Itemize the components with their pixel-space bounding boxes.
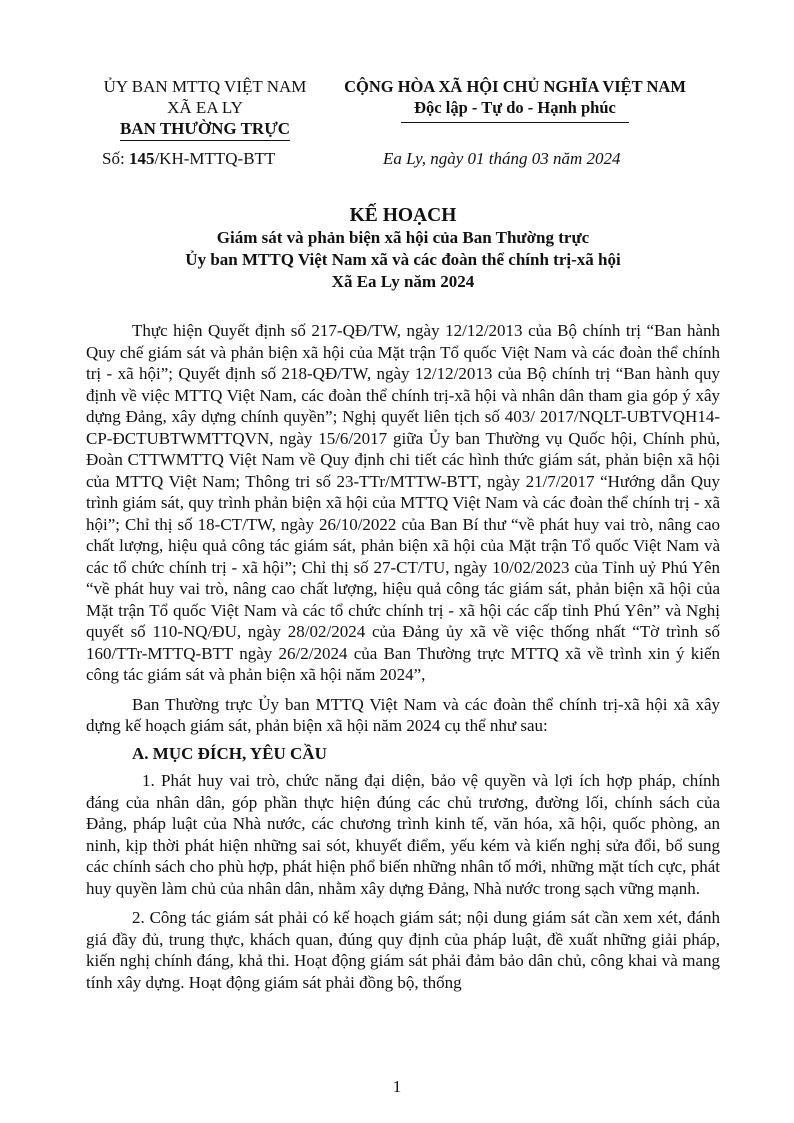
place-date: Ea Ly, ngày 01 tháng 03 năm 2024 xyxy=(383,149,621,168)
org-line-2: XÃ EA LY xyxy=(167,98,243,117)
nation-motto: Độc lập - Tự do - Hạnh phúc xyxy=(414,98,616,117)
paragraph-item-1: 1. Phát huy vai trò, chức năng đại diện, bảo vệ quyền và lợi ích hợp pháp, chính đáng của nhân dân, góp phần thực hiện đúng các chủ trương, đường lối, chính sách của Đảng, pháp luật của Nhà nước, các chương trình kinh tế, văn hóa, xã hội, quốc phòng, an ninh, kịp thời phát hiện những sai sót, khuyết điểm, yếu kém và kiến nghị sửa đổi, bổ sung các chính sách cho phù hợp, phát hiện phổ biến những nhân tố mới, những mặt tích cực, phát huy quyền làm chủ của nhân dân, nhằm xây dựng Đảng, Nhà nước trong sạch vững mạnh. xyxy=(86,771,720,898)
document-body xyxy=(86,320,720,993)
paragraph-intro: Ban Thường trực Ủy ban MTTQ Việt Nam và các đoàn thể chính trị-xã hội xã xây dựng kế hoạch giám sát, phản biện xã hội năm 2024 cụ thể như sau: xyxy=(86,694,720,735)
document-number: Số: 145/KH-MTTQ-BTT xyxy=(102,149,276,168)
motto-underline xyxy=(401,122,629,123)
paragraph-legal-basis: Thực hiện Quyết định số 217-QĐ/TW, ngày 12/12/2013 của Bộ chính trị “Ban hành Quy chế giám sát và phản biện xã hội của Mặt trận Tổ quốc Việt Nam và các đoàn thể chính trị - xã hội”; Quyết định số 218-QĐ/TW, ngày 12/12/2013 của Bộ chính trị “Ban hành quy định về việc MTTQ Việt Nam, các đoàn thể chính trị-xã hội và nhân dân tham gia góp ý xây dựng Đảng, xây dựng chính quyền”; Nghị quyết liên tịch số 403/ 2017/NQLT-UBTVQH14-CP-ĐCTUBTWMTTQVN, ngày 15/6/2017 giữa Ủy ban Thường vụ Quốc hội, Chính phủ, Đoàn CTTWMTTQ Việt Nam về Quy định chi tiết các hình thức giám sát, phản biện xã hội của MTTQ Việt Nam; Thông tri số 23-TTr/MTTW-BTT, ngày 21/7/2017 “Hướng dẫn Quy trình giám sát, quy trình phản biện xã hội của MTTQ Việt Nam và các đoàn thể chính trị - xã hội”; Chỉ thị số 18-CT/TW, ngày 26/10/2022 của Ban Bí thư “về phát huy vai trò, nâng cao chất lượng, hiệu quả công tác giám sát, phản biện xã hội của Mặt trận Tổ quốc Việt Nam và các tổ chức chính trị - xã hội”; Chỉ thị số 27-CT/TU, ngày 10/02/2023 của Tỉnh uỷ Phú Yên “về phát huy vai trò, nâng cao chất lượng, hiệu quả công tác giám sát, phản biện xã hội của Mặt trận Tổ quốc Việt Nam và các tổ chức chính trị - xã hội các cấp tỉnh Phú Yên” và Nghị quyết số 110-NQ/ĐU, ngày 28/02/2024 của Đảng ủy xã về việc thống nhất “Tờ trình số 160/TTr-MTTQ-BTT ngày 26/2/2024 của Ban Thường trực MTTQ xã về trình xin ý kiến công tác giám sát và phản biện xã hội năm 2024”, xyxy=(86,321,720,684)
nation-title: CỘNG HÒA XÃ HỘI CHỦ NGHĨA VIỆT NAM xyxy=(344,77,686,96)
title-line-2: Ủy ban MTTQ Việt Nam xã và các đoàn thể chính trị-xã hội xyxy=(185,250,621,269)
national-motto-block xyxy=(330,76,700,123)
issuing-org-block xyxy=(80,76,330,141)
org-line-1: ỦY BAN MTTQ VIỆT NAM xyxy=(103,77,307,96)
org-line-3: BAN THƯỜNG TRỰC xyxy=(120,118,290,141)
section-heading-a: A. MỤC ĐÍCH, YÊU CẦU xyxy=(132,743,327,763)
page-number: 1 xyxy=(392,1077,402,1096)
title-line-3: Xã Ea Ly năm 2024 xyxy=(331,272,475,291)
title-main: KẾ HOẠCH xyxy=(349,205,457,226)
paragraph-item-2: 2. Công tác giám sát phải có kế hoạch giám sát; nội dung giám sát cần xem xét, đánh giá đầy đủ, trung thực, khách quan, đúng quy định của pháp luật, đề xuất những giải pháp, kiến nghị chính đáng, khả thi. Hoạt động giám sát phải đảm bảo dân chủ, công khai và mang tính xây dựng. Hoạt động giám sát phải đồng bộ, thống xyxy=(86,908,720,992)
document-title xyxy=(80,205,726,293)
title-line-1: Giám sát và phản biện xã hội của Ban Thường trực xyxy=(216,228,590,247)
